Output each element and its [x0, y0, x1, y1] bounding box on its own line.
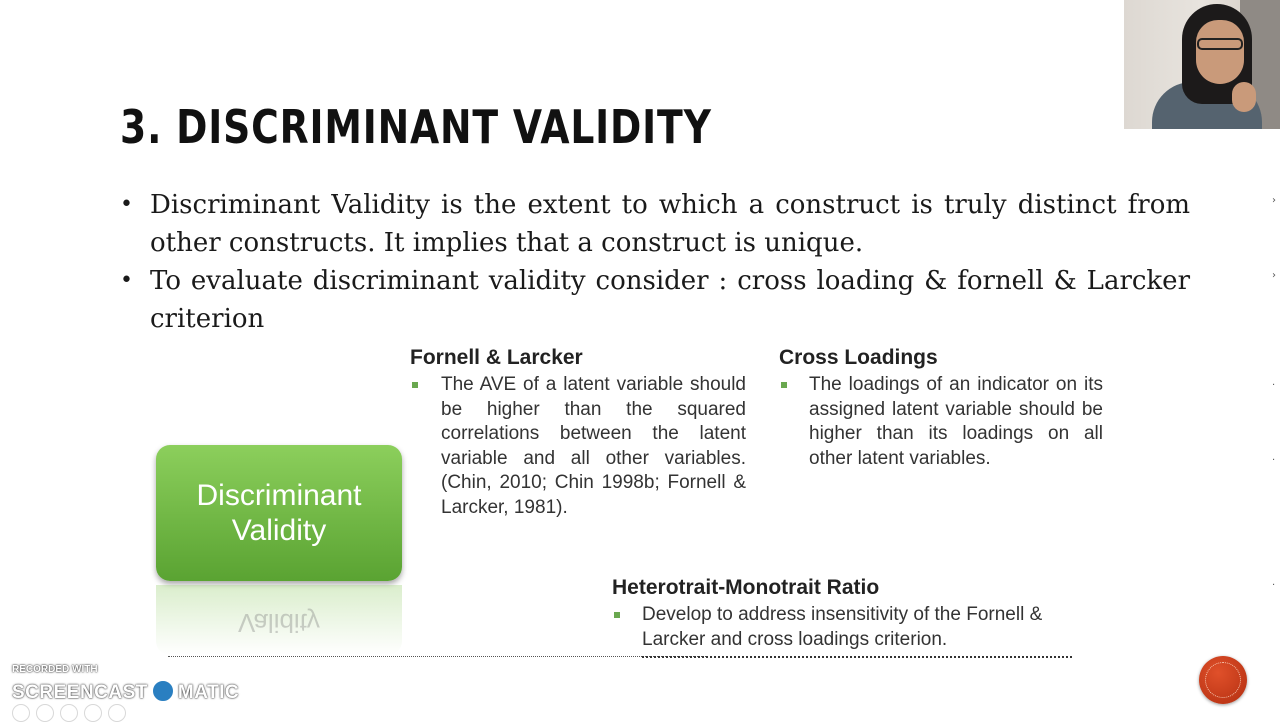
- square-bullet-icon: [781, 382, 787, 388]
- share-icon: [36, 704, 54, 722]
- reflection-label: Validity: [238, 608, 320, 638]
- slide-title: 3. DISCRIMINANT VALIDITY: [120, 100, 712, 154]
- bullet-dot-icon: •: [120, 192, 133, 217]
- htmt-text: Develop to address insensitivity of the Fornell & Larcker and cross loadings criterion.: [642, 604, 1043, 650]
- square-bullet-icon: [614, 612, 620, 618]
- bullet-text: Discriminant Validity is the extent to which a construct is truly distinct from other constructs. It implies that a construct is unique.: [150, 190, 1190, 258]
- screencast-logo-icon: [150, 678, 176, 704]
- cutoff-text-line: [642, 656, 1072, 662]
- watermark-left-text: SCREENCAST: [12, 682, 148, 704]
- box-reflection: [156, 585, 402, 655]
- bullet-list: [120, 186, 1190, 338]
- watermark-right-text: MATIC: [177, 682, 240, 704]
- nav-circle-button[interactable]: [1199, 656, 1247, 704]
- diagram-image: [150, 340, 1150, 665]
- htmt-heading: Heterotrait-Monotrait Ratio: [612, 576, 880, 599]
- fornell-heading: Fornell & Larcker: [410, 346, 583, 369]
- watermark-small-text: RECORDED WITH: [12, 664, 98, 675]
- bullet-dot-icon: •: [120, 268, 133, 293]
- bullet-item: [120, 262, 1190, 338]
- bullet-item: [120, 186, 1190, 262]
- edge-mark: ·: [1272, 580, 1276, 591]
- cross-heading: Cross Loadings: [779, 346, 938, 369]
- share-icon: [60, 704, 78, 722]
- edge-mark: ›: [1272, 270, 1276, 281]
- box-label-line2: Validity: [231, 514, 327, 547]
- edge-mark: ·: [1272, 380, 1276, 391]
- box-label-line1: Discriminant: [196, 479, 362, 512]
- watermark-share-icons: [12, 704, 132, 727]
- discriminant-validity-box: [156, 445, 402, 581]
- share-icon: [84, 704, 102, 722]
- presenter-webcam: [1124, 0, 1280, 129]
- edge-mark: ›: [1272, 195, 1276, 206]
- share-icon: [12, 704, 30, 722]
- share-icon: [108, 704, 126, 722]
- edge-mark: ·: [1272, 455, 1276, 466]
- cutoff-text-line: [168, 656, 708, 661]
- fornell-text: The AVE of a latent variable should be higher than the squared correlations between the latent variable and all other variables. (Chin, 2010; Chin 1998b; Fornell & Larcker, 1981).: [441, 374, 746, 518]
- bullet-text: To evaluate discriminant validity consider : cross loading & fornell & Larcker criterion: [150, 266, 1190, 334]
- cross-text: The loadings of an indicator on its assigned latent variable should be higher than its loadings on all other latent variables.: [809, 374, 1103, 469]
- square-bullet-icon: [412, 382, 418, 388]
